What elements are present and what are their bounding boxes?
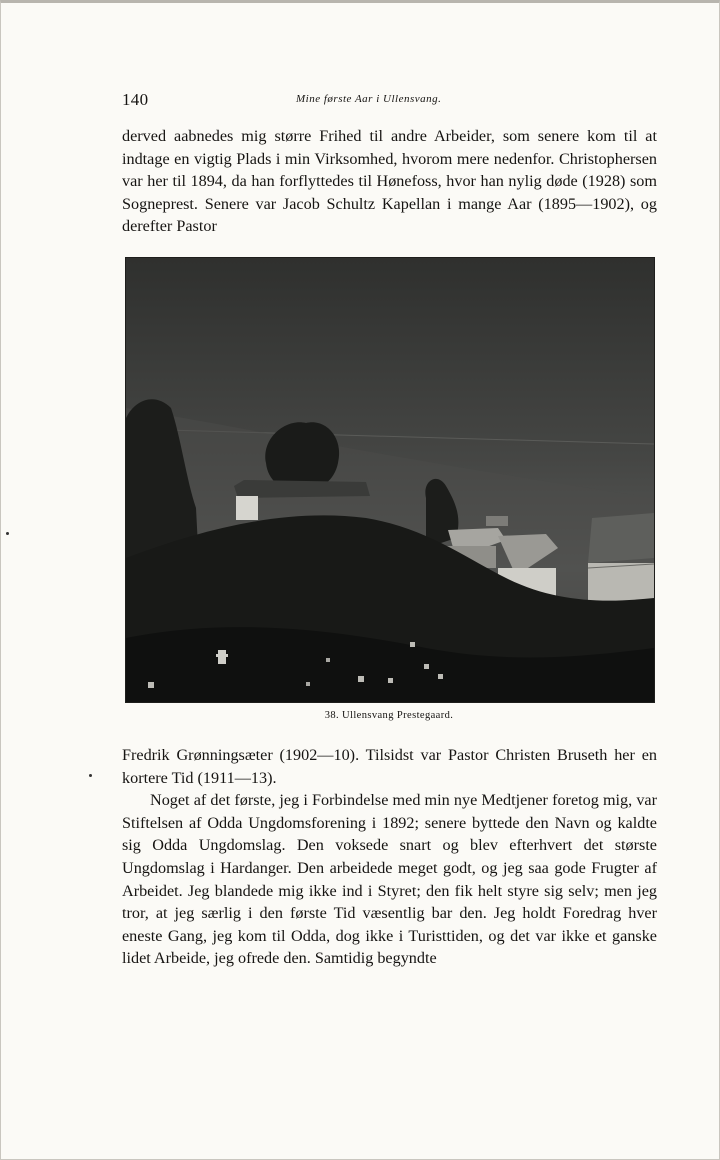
photo-illustration — [126, 258, 654, 702]
paragraph: derved aabnedes mig større Frihed til andre Arbeider, som senere kom til at indtage en vigtig Plads i min Virksomhed, hvorom mere nedenfor. Christophersen var her til 1894, da han forflyttedes til Hønefoss, hvor han nylig døde (1928) som Sogneprest. Senere var Jacob Schultz Kapellan i mange Aar (1895—1902), og derefter Pastor — [122, 127, 657, 236]
page-speck — [89, 774, 92, 777]
paragraph: Fredrik Grønningsæter (1902—10). Tilsidst var Pastor Christen Bruseth her en kortere Tid (1911—13). — [122, 746, 657, 787]
paragraph: Noget af det første, jeg i Forbindelse med min nye Medtjener foretog mig, var Stiftelsen af Odda Ungdomsforening i 1892; senere byttede den Navn og kaldte sig Odda Ungdomslag. Den voksede snart og blev efterhvert det største Ungdomslag i Hardanger. Den arbeidede meget godt, og jeg saa gode Frugter af Arbeidet. Jeg blandede mig ikke ind i Styret; den fik helt styre sig selv; men jeg tror, at jeg særlig i den første Tid væsentlig bar den. Jeg holdt Foredrag hver eneste Gang, jeg kom til Odda, dog ikke i Turisttiden, og det var ikke et ganske lidet Arbeide, jeg ofrede den. Samtidig begyndte — [122, 791, 657, 968]
body-text-top — [122, 125, 657, 238]
running-title: Mine første Aar i Ullensvang. — [296, 93, 442, 105]
body-text-bottom — [122, 744, 657, 970]
page-header — [122, 90, 657, 114]
page-number: 140 — [122, 90, 149, 109]
figure-caption: 38. Ullensvang Prestegaard. — [324, 710, 454, 721]
photograph-ullensvang-prestegaard — [125, 257, 655, 703]
page-speck — [6, 532, 9, 535]
